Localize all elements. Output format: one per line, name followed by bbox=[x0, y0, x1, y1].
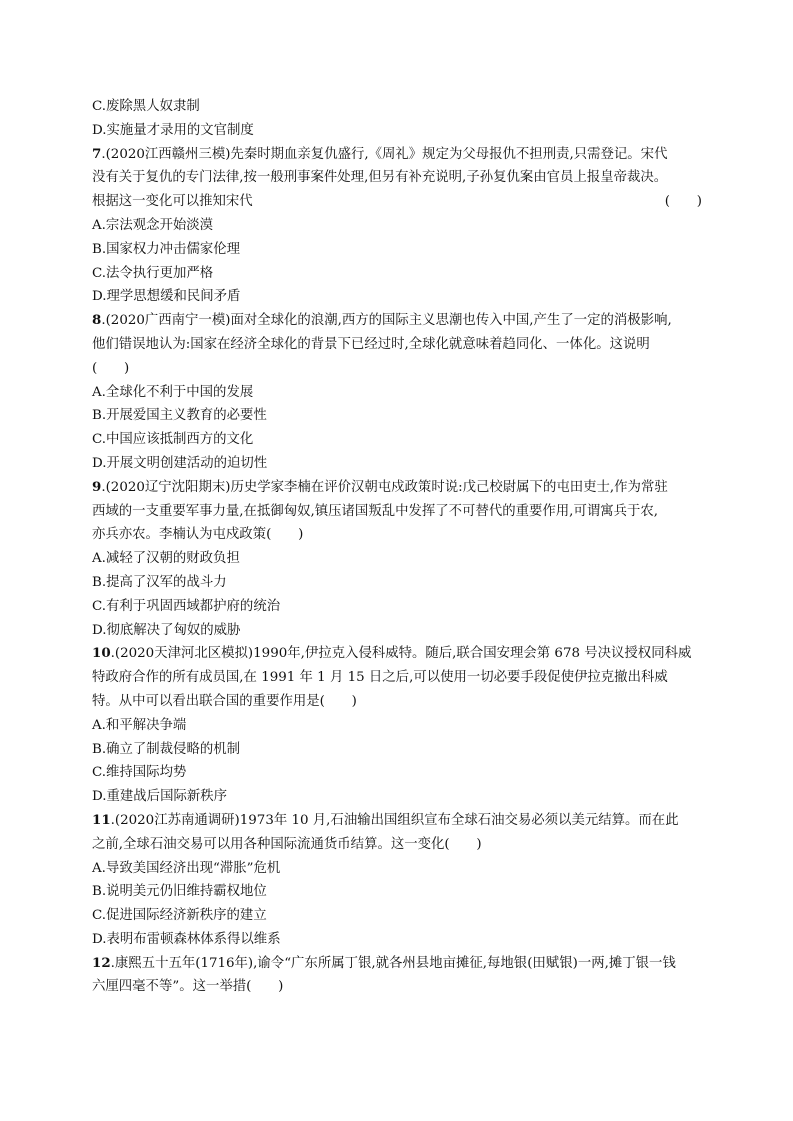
question-text: 根据这一变化可以推知宋代 bbox=[92, 194, 253, 210]
option-b: B.提高了汉军的战斗力 bbox=[92, 574, 227, 590]
question-10-line-1 bbox=[92, 642, 702, 666]
option-d: D.开展文明创建活动的迫切性 bbox=[92, 455, 268, 471]
question-12-line-2: 六厘四毫不等”。这一举措( ) bbox=[92, 979, 284, 995]
option-d: D.重建战后国际新秩序 bbox=[92, 789, 228, 805]
question-text: .(2020江西赣州三模)先秦时期血亲复仇盛行,《周礼》规定为父母报仇不担刑责,只需登记。宋代 bbox=[101, 146, 668, 162]
question-number: 10 bbox=[92, 645, 111, 662]
question-12 bbox=[92, 952, 702, 1000]
option-b: B.开展爱国主义教育的必要性 bbox=[92, 408, 267, 424]
option-b: B.国家权力冲击儒家伦理 bbox=[92, 241, 241, 257]
option-c-prev: C.废除黑人奴隶制 bbox=[92, 99, 200, 114]
option-a: A.宗法观念开始淡漠 bbox=[92, 217, 214, 233]
question-9-line-2: 西域的一支重要军事力量,在抵御匈奴,镇压诸国叛乱中发挥了不可替代的重要作用,可谓寓兵于农, bbox=[92, 503, 659, 519]
question-7 bbox=[92, 143, 702, 310]
question-7-line-1 bbox=[92, 143, 702, 167]
option-d-prev: D.实施量才录用的文官制度 bbox=[92, 122, 254, 138]
question-11-line-1 bbox=[92, 809, 702, 833]
option-c: C.维持国际均势 bbox=[92, 765, 187, 781]
option-a: A.全球化不利于中国的发展 bbox=[92, 384, 254, 400]
question-10-line-2: 特政府合作的所有成员国,在 1991 年 1 月 15 日之后,可以使用一切必要手段促使伊拉克撤出科威 bbox=[92, 670, 668, 686]
question-text: .(2020辽宁沈阳期末)历史学家李楠在评价汉朝屯戍政策时说:戊己校尉属下的屯田吏士,作为常驻 bbox=[101, 479, 668, 495]
option-a: A.减轻了汉朝的财政负担 bbox=[92, 551, 240, 567]
option-a: A.和平解决争端 bbox=[92, 717, 187, 733]
question-11-line-2: 之前,全球石油交易可以用各种国际流通货币结算。这一变化( ) bbox=[92, 836, 482, 852]
question-12-line-1 bbox=[92, 952, 702, 976]
question-10 bbox=[92, 642, 702, 809]
question-8-line-3: ( ) bbox=[92, 360, 130, 376]
question-text: .(2020天津河北区模拟)1990年,伊拉克入侵科威特。随后,联合国安理会第 678 号决议授权同科威 bbox=[110, 646, 692, 662]
question-number: 11 bbox=[92, 811, 111, 828]
question-number: 12 bbox=[92, 954, 111, 971]
question-7-line-3 bbox=[92, 190, 702, 214]
option-c: C.中国应该抵制西方的文化 bbox=[92, 432, 254, 448]
question-number: 8 bbox=[92, 312, 102, 329]
question-9-line-1 bbox=[92, 476, 702, 500]
question-text: .(2020江苏南通调研)1973年 10 月,石油输出国组织宣布全球石油交易必须以美元结算。而在此 bbox=[110, 812, 679, 828]
question-8 bbox=[92, 309, 702, 476]
option-b: B.确立了制裁侵略的机制 bbox=[92, 741, 241, 757]
question-9-line-3: 亦兵亦农。李楠认为屯戍政策( ) bbox=[92, 527, 304, 543]
question-8-line-1 bbox=[92, 309, 702, 333]
question-number: 9 bbox=[92, 478, 102, 495]
answer-blank: ( ) bbox=[664, 194, 702, 210]
question-number: 7 bbox=[92, 145, 102, 162]
option-c: C.有利于巩固西域都护府的统治 bbox=[92, 598, 281, 614]
option-d: D.表明布雷顿森林体系得以维系 bbox=[92, 931, 281, 947]
option-a: A.导致美国经济出现“滞胀”危机 bbox=[92, 860, 281, 876]
question-10-line-3: 特。从中可以看出联合国的重要作用是( ) bbox=[92, 693, 357, 709]
exam-page bbox=[92, 95, 702, 999]
question-8-line-2: 他们错误地认为:国家在经济全球化的背景下已经过时,全球化就意味着趋同化、一体化。这说明 bbox=[92, 336, 650, 352]
option-d: D.彻底解决了匈奴的威胁 bbox=[92, 622, 241, 638]
question-text: .(2020广西南宁一模)面对全球化的浪潮,西方的国际主义思潮也传入中国,产生了一定的消极影响, bbox=[101, 313, 672, 329]
question-9 bbox=[92, 476, 702, 643]
option-d: D.理学思想缓和民间矛盾 bbox=[92, 289, 241, 305]
question-text: .康熙五十五年(1716年),谕令“广东所属丁银,就各州县地亩摊征,每地银(田赋银)一两,摊丁银一钱 bbox=[110, 955, 676, 971]
option-c: C.法令执行更加严格 bbox=[92, 265, 214, 281]
question-11 bbox=[92, 809, 702, 952]
question-7-line-2: 没有关于复仇的专门法律,按一般刑事案件处理,但另有补充说明,子孙复仇案由官员上报皇帝裁决。 bbox=[92, 170, 668, 186]
option-b: B.说明美元仍旧维持霸权地位 bbox=[92, 884, 267, 900]
option-c: C.促进国际经济新秩序的建立 bbox=[92, 908, 267, 924]
